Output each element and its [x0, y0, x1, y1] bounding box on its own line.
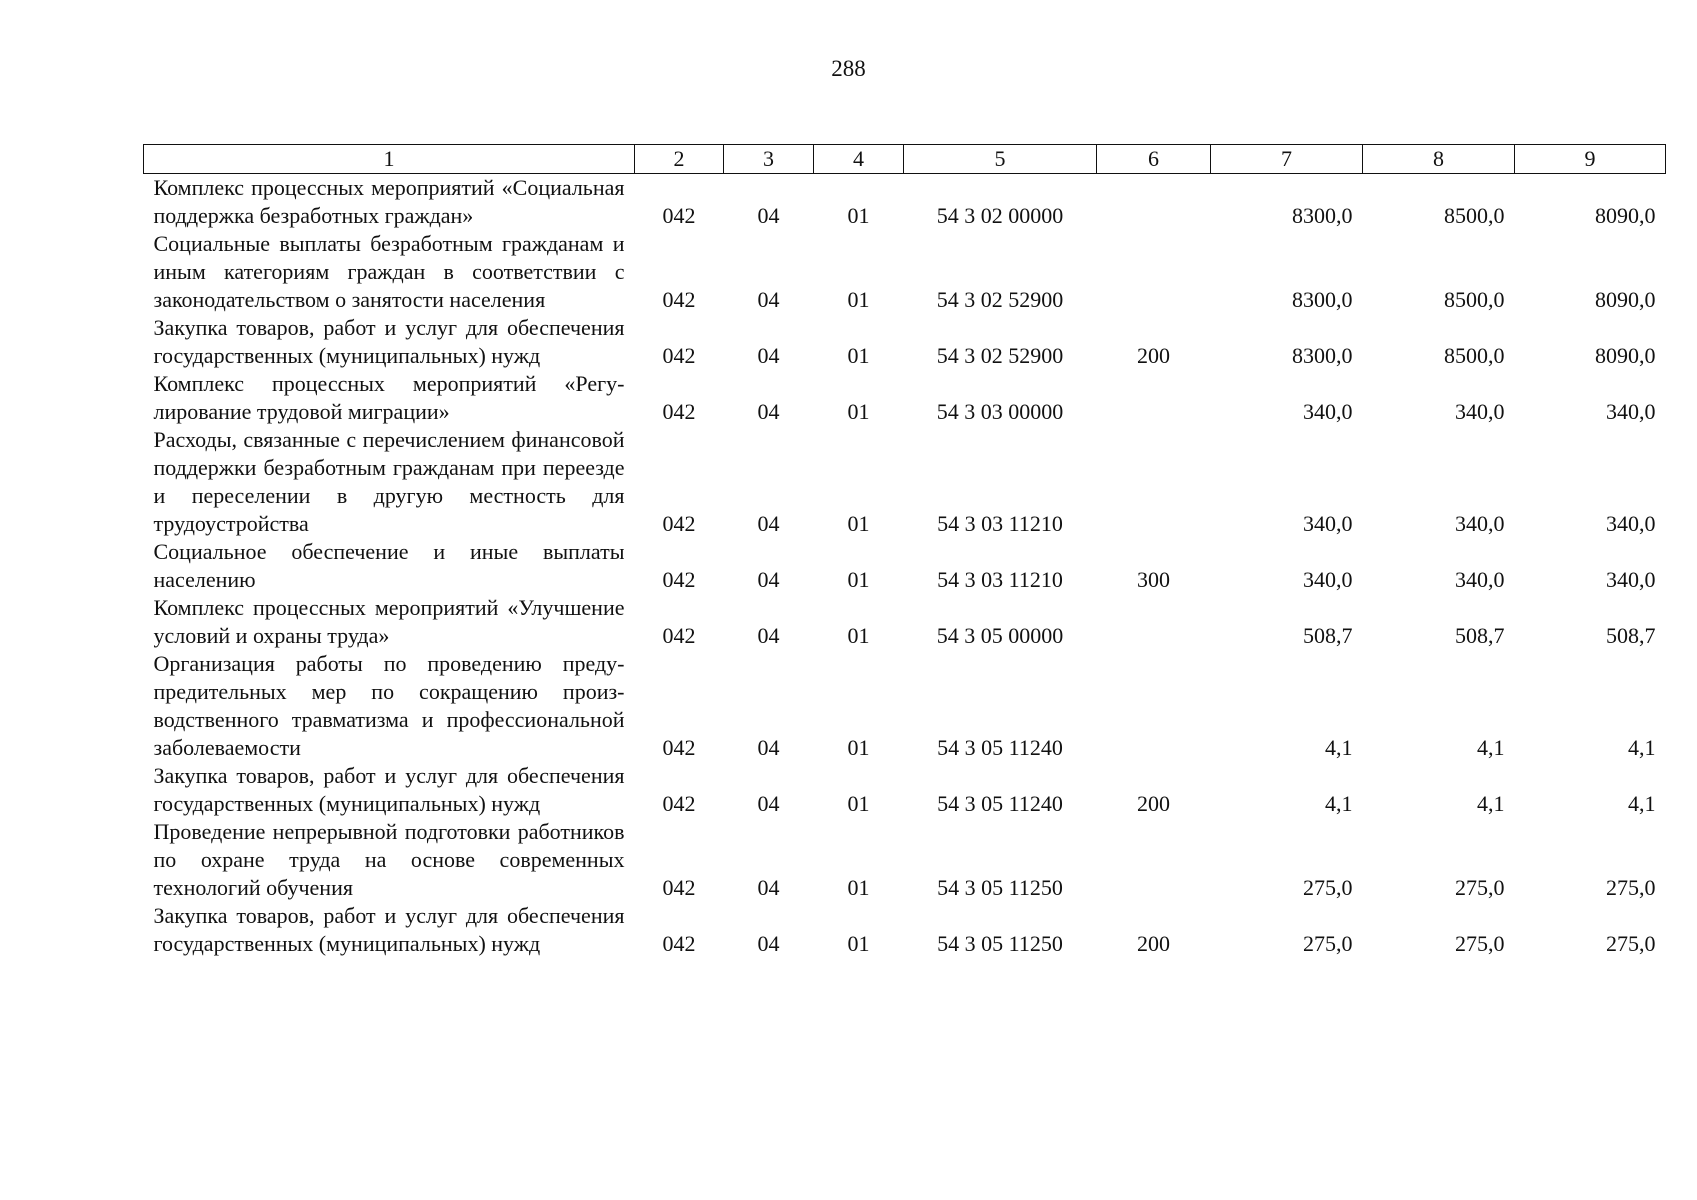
row-amount-col7: 275,0 [1303, 931, 1353, 956]
row-expense-type: 200 [1137, 343, 1170, 368]
row-name: Комплекс процессных мероприятий «Улучшение условий и охраны труда» [153, 595, 625, 648]
row-expense-type: 200 [1137, 791, 1170, 816]
row-amount-col9: 340,0 [1606, 567, 1656, 592]
row-expense-type [1097, 174, 1211, 231]
row-name: Закупка товаров, работ и услуг для обеспечения государственных (муниципальных) нужд [153, 763, 625, 816]
row-subsection: 01 [847, 511, 870, 536]
page-number: 288 [831, 56, 866, 81]
header-cell-2: 2 [635, 145, 724, 174]
table-row [144, 174, 1666, 231]
row-target-article: 54 3 02 52900 [936, 343, 1064, 368]
header-row [144, 145, 1666, 174]
row-expense-type [1097, 426, 1211, 538]
table-row [144, 538, 1666, 594]
row-name: Расходы, связанные с перечислением финансовой поддержки безработным гражданам при переезде и переселении в другую местность для трудоустройства [153, 427, 625, 536]
row-ministry-code: 042 [662, 875, 696, 900]
row-target-article: 54 3 05 11250 [937, 931, 1063, 956]
row-name: Комплекс процессных мероприятий «Регулирование трудовой миграции» [153, 371, 625, 424]
row-amount-col8: 8500,0 [1444, 343, 1505, 368]
header-cell-5: 5 [904, 145, 1097, 174]
table-row [144, 902, 1666, 958]
header-cell-6: 6 [1097, 145, 1211, 174]
row-name: Комплекс процессных мероприятий «Социальная поддержка безработных граждан» [153, 175, 625, 228]
row-target-article: 54 3 05 11240 [937, 735, 1063, 760]
row-amount-col8: 8500,0 [1444, 203, 1505, 228]
row-amount-col8: 340,0 [1455, 567, 1505, 592]
row-ministry-code: 042 [662, 203, 696, 228]
row-ministry-code: 042 [662, 287, 696, 312]
row-expense-type [1097, 650, 1211, 762]
row-amount-col8: 275,0 [1455, 875, 1505, 900]
row-name: Закупка товаров, работ и услуг для обеспечения государственных (муниципальных) нужд [153, 903, 625, 956]
row-amount-col9: 340,0 [1606, 511, 1656, 536]
table-row [144, 314, 1666, 370]
row-expense-type: 200 [1137, 931, 1170, 956]
row-amount-col7: 275,0 [1303, 875, 1353, 900]
row-section: 04 [757, 623, 780, 648]
row-amount-col9: 508,7 [1606, 623, 1656, 648]
row-amount-col8: 8500,0 [1444, 287, 1505, 312]
row-amount-col7: 340,0 [1303, 567, 1353, 592]
row-amount-col7: 8300,0 [1292, 287, 1353, 312]
row-amount-col8: 4,1 [1477, 791, 1505, 816]
row-subsection: 01 [847, 735, 870, 760]
header-cell-1: 1 [144, 145, 635, 174]
row-amount-col8: 508,7 [1455, 623, 1505, 648]
row-subsection: 01 [847, 399, 870, 424]
row-section: 04 [757, 567, 780, 592]
row-amount-col8: 4,1 [1477, 735, 1505, 760]
row-ministry-code: 042 [662, 791, 696, 816]
row-section: 04 [757, 399, 780, 424]
row-name: Организация работы по проведению предупредительных мер по сокращению производственного травматизма и профессиональной заболеваемости [153, 651, 625, 760]
row-section: 04 [757, 511, 780, 536]
row-amount-col7: 8300,0 [1292, 343, 1353, 368]
row-subsection: 01 [847, 287, 870, 312]
row-section: 04 [757, 343, 780, 368]
row-amount-col7: 8300,0 [1292, 203, 1353, 228]
row-subsection: 01 [847, 203, 870, 228]
row-target-article: 54 3 02 52900 [936, 287, 1064, 312]
row-amount-col9: 275,0 [1606, 875, 1656, 900]
row-amount-col9: 8090,0 [1595, 287, 1656, 312]
row-amount-col7: 508,7 [1303, 623, 1353, 648]
row-section: 04 [757, 203, 780, 228]
row-amount-col9: 8090,0 [1595, 203, 1656, 228]
row-amount-col7: 4,1 [1325, 791, 1353, 816]
row-amount-col7: 340,0 [1303, 399, 1353, 424]
row-amount-col8: 340,0 [1455, 399, 1505, 424]
table-row [144, 594, 1666, 650]
table-row [144, 230, 1666, 314]
table-header [144, 145, 1666, 174]
table-row [144, 762, 1666, 818]
table-row [144, 650, 1666, 762]
row-section: 04 [757, 735, 780, 760]
row-target-article: 54 3 03 11210 [937, 511, 1063, 536]
row-expense-type [1097, 594, 1211, 650]
row-amount-col7: 340,0 [1303, 511, 1353, 536]
row-subsection: 01 [847, 791, 870, 816]
row-ministry-code: 042 [662, 399, 696, 424]
header-cell-7: 7 [1211, 145, 1363, 174]
budget-table [143, 144, 1666, 958]
row-ministry-code: 042 [662, 623, 696, 648]
row-expense-type [1097, 818, 1211, 902]
row-subsection: 01 [847, 343, 870, 368]
table-row [144, 818, 1666, 902]
row-target-article: 54 3 05 11250 [937, 875, 1063, 900]
row-subsection: 01 [847, 875, 870, 900]
row-subsection: 01 [847, 623, 870, 648]
header-cell-3: 3 [724, 145, 814, 174]
row-expense-type [1097, 230, 1211, 314]
row-target-article: 54 3 03 11210 [937, 567, 1063, 592]
row-target-article: 54 3 05 11240 [937, 791, 1063, 816]
row-subsection: 01 [847, 931, 870, 956]
row-target-article: 54 3 02 00000 [936, 203, 1064, 228]
row-name: Социальное обеспечение и иные выплаты населению [153, 539, 625, 592]
row-amount-col9: 340,0 [1606, 399, 1656, 424]
row-amount-col9: 275,0 [1606, 931, 1656, 956]
header-cell-8: 8 [1363, 145, 1515, 174]
row-amount-col7: 4,1 [1325, 735, 1353, 760]
row-ministry-code: 042 [662, 735, 696, 760]
row-amount-col8: 340,0 [1455, 511, 1505, 536]
header-cell-4: 4 [814, 145, 904, 174]
row-expense-type: 300 [1137, 567, 1170, 592]
row-amount-col9: 8090,0 [1595, 343, 1656, 368]
row-section: 04 [757, 875, 780, 900]
row-name: Социальные выплаты безработным гражданам и иным категориям граждан в соответствии с законодательством о занятости населения [153, 231, 625, 312]
row-ministry-code: 042 [662, 511, 696, 536]
row-section: 04 [757, 931, 780, 956]
table-body [144, 174, 1666, 959]
row-target-article: 54 3 03 00000 [936, 399, 1064, 424]
row-amount-col9: 4,1 [1628, 735, 1656, 760]
row-expense-type [1097, 370, 1211, 426]
row-ministry-code: 042 [662, 343, 696, 368]
row-name: Закупка товаров, работ и услуг для обеспечения государственных (муниципальных) нужд [153, 315, 625, 368]
row-target-article: 54 3 05 00000 [936, 623, 1064, 648]
header-cell-9: 9 [1515, 145, 1666, 174]
row-name: Проведение непрерывной подготовки работников по охране труда на основе современных технологий обучения [153, 819, 625, 900]
table-row [144, 370, 1666, 426]
row-ministry-code: 042 [662, 567, 696, 592]
row-section: 04 [757, 791, 780, 816]
row-section: 04 [757, 287, 780, 312]
table-row [144, 426, 1666, 538]
row-amount-col8: 275,0 [1455, 931, 1505, 956]
row-subsection: 01 [847, 567, 870, 592]
row-ministry-code: 042 [662, 931, 696, 956]
row-amount-col9: 4,1 [1628, 791, 1656, 816]
